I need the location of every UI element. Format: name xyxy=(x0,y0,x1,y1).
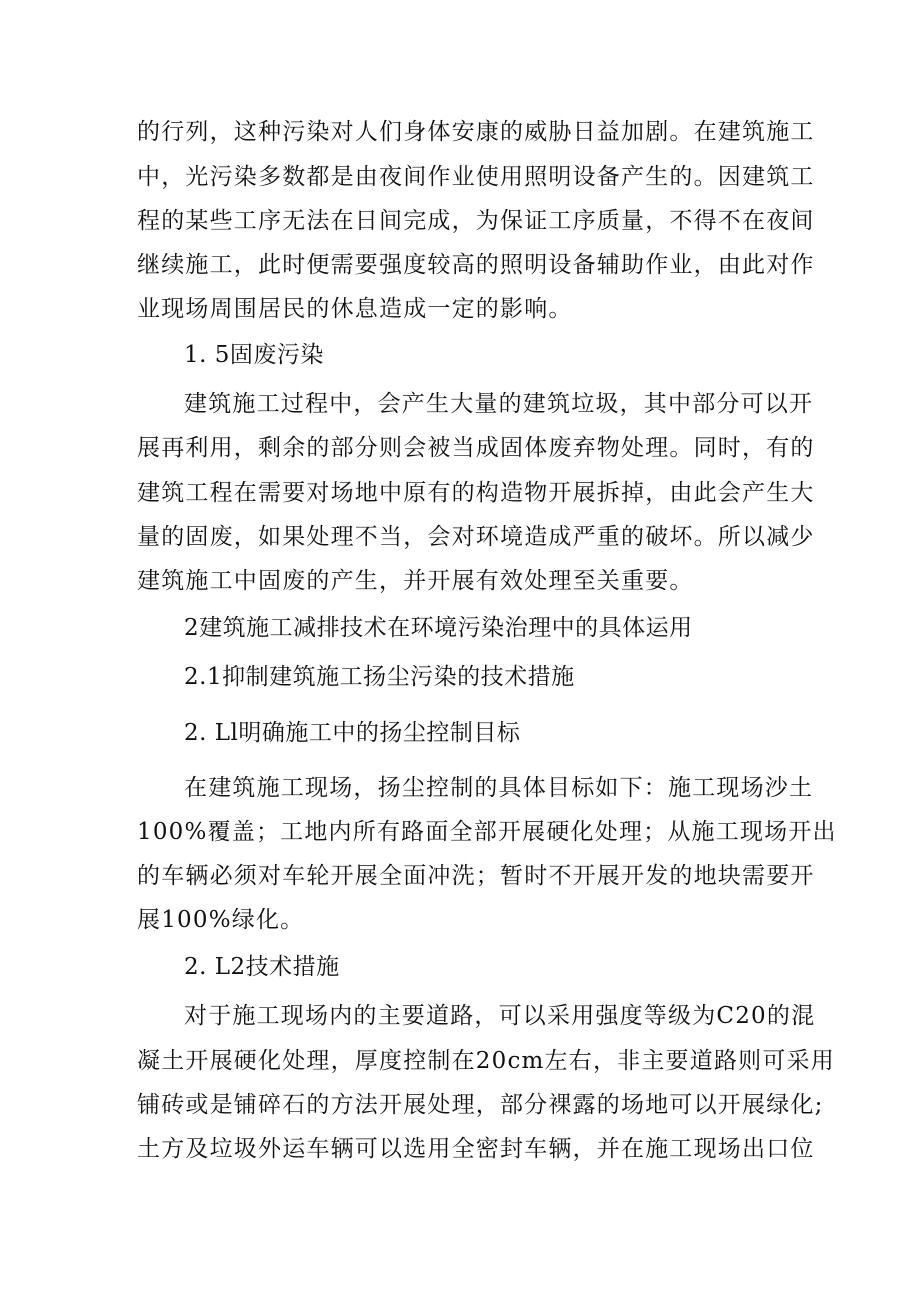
paragraph-line: 展100%绿化。 xyxy=(137,907,305,933)
paragraph-line: 继续施工，此时便需要强度较高的照明设备辅助作业，由此对作 xyxy=(137,252,815,278)
paragraph-line: 土方及垃圾外运车辆可以选用全密封车辆，并在施工现场出口位 xyxy=(137,1136,815,1162)
paragraph-line: 在建筑施工现场，扬尘控制的具体目标如下：施工现场沙土 xyxy=(184,775,814,801)
paragraph-line: 程的某些工序无法在日间完成，为保证工序质量，不得不在夜间 xyxy=(137,208,815,234)
section-heading-2-1-2: 2. L2技术措施 xyxy=(184,954,340,980)
section-heading-1-5: 1. 5固废污染 xyxy=(184,342,324,368)
paragraph-line: 量的固废，如果处理不当，会对环境造成严重的破坏。所以减少 xyxy=(137,524,815,550)
paragraph-line: 100%覆盖；工地内所有路面全部开展硬化处理；从施工现场开出 xyxy=(137,819,837,845)
paragraph-line: 中，光污染多数都是由夜间作业使用照明设备产生的。因建筑工 xyxy=(137,164,815,190)
paragraph-line: 业现场周围居民的休息造成一定的影响。 xyxy=(137,296,573,322)
section-heading-2-1: 2.1抑制建筑施工扬尘污染的技术措施 xyxy=(184,664,575,690)
paragraph-line: 铺砖或是铺碎石的方法开展处理，部分裸露的场地可以开展绿化; xyxy=(137,1092,824,1118)
paragraph-line: 凝土开展硬化处理，厚度控制在20cm左右，非主要道路则可采用 xyxy=(137,1048,835,1074)
paragraph-line: 建筑施工中固废的产生，并开展有效处理至关重要。 xyxy=(137,568,694,594)
paragraph-line: 对于施工现场内的主要道路，可以采用强度等级为C20的混 xyxy=(184,1003,816,1029)
paragraph-line: 建筑施工过程中，会产生大量的建筑垃圾，其中部分可以开 xyxy=(184,391,814,417)
paragraph-line: 的车辆必须对车轮开展全面冲洗；暂时不开展开发的地块需要开 xyxy=(137,863,815,889)
section-heading-2-1-1: 2. Ll明确施工中的扬尘控制目标 xyxy=(184,720,521,746)
section-heading-2: 2建筑施工减排技术在环境污染治理中的具体运用 xyxy=(184,615,693,641)
paragraph-line: 展再利用，剩余的部分则会被当成固体废弃物处理。同时，有的 xyxy=(137,435,815,461)
paragraph-line: 的行列，这种污染对人们身体安康的威胁日益加剧。在建筑施工 xyxy=(137,119,815,145)
paragraph-line: 建筑工程在需要对场地中原有的构造物开展拆掉，由此会产生大 xyxy=(137,480,815,506)
